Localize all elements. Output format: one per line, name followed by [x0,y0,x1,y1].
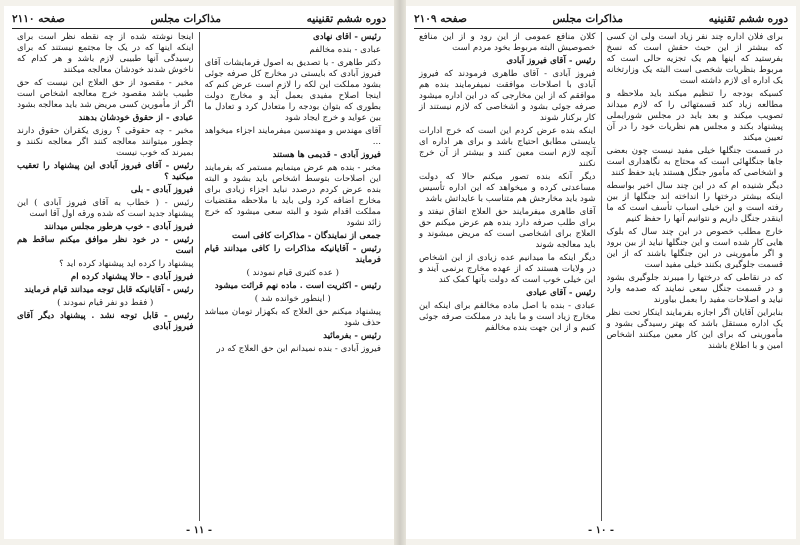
left-page-columns [12,32,386,521]
speaker-paragraph: جمعی از نمایندگان - مذاکرات کافی است [232,231,381,241]
speaker-paragraph: فیروز آبادی - قدیمی ها هستند [272,150,381,160]
text-paragraph: کسیکه بودجه را تنظیم میکند باید ملاحظه و مطالعه زیاد کند قسمتهائی را که لازم میداند تصویب میکند و بعد باید در مجلس شورایملی پیشنهاد بکند و مجلس هم نظریات خود را در آن تعیین میکند [606,89,783,143]
text-paragraph: ( فقط دو نفر قیام نمودند ) [57,298,154,308]
text-paragraph: کلان منافع عمومی از این رود و از این منافع خصوصیش البته مربوط بخود مردم است [419,32,596,53]
left-page-col-left [12,32,200,521]
book-gutter [394,0,406,545]
speaker-paragraph: رئیس - بفرمائید [323,331,381,341]
text-paragraph: رئیس - ( خطاب به آقای فیروز آبادی ) این پیشنهاد جدید است که شده ورقه اول آقا است [17,198,194,219]
left-page-number-label: صفحه ۲۱۱۰ [12,13,65,25]
text-paragraph: دکتر طاهری - با تصدیق به اصول فرمایشات آقای فیروز آبادی که بایستی در مخارج کل صرفه جوئی بشود مملکت این لکه را لازم است عرض کنم که اینجا اصلاح مفیدی بعمل آید و مخارج دولت بطوری که بتوان بودجه را متعادل کرد و تعادل ما بین عواید و خرج ایجاد شود [204,58,381,123]
right-page-header [414,10,788,29]
speaker-paragraph: رئیس - آقایانیکه مذاکرات را کافی میدانند قیام فرمایند [204,244,381,265]
speaker-paragraph: رئیس - آقایانیکه قابل توجه میدانند قیام فرمایند [24,285,194,295]
text-paragraph: آقای طاهری میفرمایند حق العلاج اتفاق نیفتد و برای طلب صرفه دارد بنده هم عرض میکنم حق العلاج برای اشخاصی است که مریض میشوند و باید معالجه شوند [419,207,596,250]
right-page-period: دوره ششم تقنینیه [708,13,788,25]
text-paragraph: اینکه بنده عرض کردم این است که خرج ادارات بایستی مطابق احتیاج باشد و برای هر اداره ای آنچه لازم است معین کنند و بیشتر از آن خرج نکنند [419,126,596,169]
speaker-paragraph: رئیس - در خود نظر موافق میکنم ساقط هم است [17,235,194,256]
right-page-columns [414,32,788,521]
text-paragraph: فیروز آبادی - آقای طاهری فرمودند که فیروز آبادی با اصلاحات موافقت نمیفرمایند بنده هم موافقم که از این مخارجی که در این اداره میشود صرفه جوئی بشود و اشخاصی که لازم نیستند از کار برکنار شوند [419,69,596,123]
text-paragraph: بنابراین آقایان اگر اجازه بفرمایند اینکار تحت نظر یک اداره مستقل باشد که بهتر رسیدگی بشود و مأمورینی که برای این کار معین میکنند اشخاص امین و با اطلاع باشند [606,308,783,351]
text-paragraph: مخبر - چه حقوقی ؟ روزی یکقران حقوق دارند چطور میتوانند معالجه کنند اگر معالجه نکنند و بمیرند که خوب نیست [17,126,194,158]
text-paragraph: خارج مطلب خصوص در این چند سال که بلوک هایی کار شده است و این جنگلها نباید از بین برود و اگر مأمورینی در این جنگلها باشند که از این قسمت جلوگیری بکنند خیلی مفید است [606,227,783,270]
text-paragraph: آقای مهندس و مهندسین میفرمایند اجزاء میخواهد ... [204,126,381,147]
left-page [4,6,394,539]
text-paragraph: دیگر آنکه بنده تصور میکنم حالا که دولت مساعدتی کرده و میخواهد که این اداره تأسیس شود باید مخارجش هم متناسب با عایداتش باشد [419,172,596,204]
right-page-number-label: صفحه ۲۱۰۹ [414,13,467,25]
speaker-paragraph: فیروز آبادی - خوب هرطور مجلس میدانند [44,222,194,232]
left-page-period: دوره ششم تقنینیه [306,13,386,25]
speaker-paragraph: رئیس - قابل توجه نشد . پیشنهاد دیگر آقای فیروز آبادی [17,311,194,332]
left-page-header [12,10,386,29]
text-paragraph: پیشنهاد را کرده اید پیشنهاد کرده اید ؟ [59,259,194,269]
text-paragraph: دیگر شنیده ام که در این چند سال اخیر بواسطه اینکه بیشتر درختها را انداخته اند جنگلها از بین رفته است و این خیلی اسباب تأسف است که ما اینقدر جنگل داریم و نتوانیم آنها را حفظ کنیم [606,181,783,224]
text-paragraph: دیگر اینکه ما میدانیم عده زیادی از این اشخاص در ولایات هستند که از عهده مخارج برنمی آیند و این خیلی خوب است که دولت بآنها کمک کند [419,253,596,285]
speaker-paragraph: رئیس - آقای فیروز آبادی [506,56,596,66]
right-page [406,6,796,539]
right-page-col-left [414,32,602,521]
text-paragraph: ( عده کثیری قیام نمودند ) [246,268,339,278]
text-paragraph: عبادی - بنده مخالفم [309,45,381,55]
speaker-paragraph: عبادی - از حقوق خودشان بدهند [78,113,194,123]
speaker-paragraph: رئیس - آقای نهادی [313,32,381,42]
text-paragraph: فیروز آبادی - بنده نمیدانم این حق العلاج که در [216,344,381,354]
speaker-paragraph: رئیس - آقای فیروز آبادی این پیشنهاد را تعقیب میکنید ؟ [17,161,194,182]
right-page-footer: - ۱۰ - [587,525,615,536]
speaker-paragraph: فیروز آبادی - حالا پیشنهاد کرده ام [70,272,194,282]
text-paragraph: که در نقاطی که درختها را میبرند جلوگیری بشود و در قسمت جنگل سعی نمایند که صدمه وارد نیاید و اصلاحات مفید را بعمل بیاورند [606,273,783,305]
text-paragraph: ( اینطور خوانده شد ) [254,294,331,304]
right-page-col-right [602,32,789,521]
right-page-title: مذاکرات مجلس [552,13,624,25]
speaker-paragraph: رئیس - آقای عبادی [526,288,596,298]
text-paragraph: پیشنهاد میکنم حق العلاج که بکهزار تومان میباشد حذف شود [204,307,381,328]
text-paragraph: برای فلان اداره چند نفر زیاد است ولی آن کسی که بیشتر از این حیث حقش است که نسخ بفرستید که اینها هم یک تجزیه حالی است که مربوط بنظریات شخصی است البته یک وزارتخانه یک اداره ای لازم داشته است [606,32,783,86]
text-paragraph: مخبر - مقصود از حق العلاج این نیست که حق طبیب باشد مقصود خرج معالجه اشخاص است اگر از مأمورین کسی مریض شد باید معالجه بشود [17,78,194,110]
speaker-paragraph: فیروز آبادی - بلی [130,185,194,195]
text-paragraph: مخبر - بنده هم عرض مینمایم مستمر که بفرمایند این اصلاحات بتوسط اشخاص باید بشود و البته بنده عرض کردم درصدد نباید اجزاء زیادی برای مخارج اضافه کرد ولی باید با ملاحظه مقتضیات مملکت اقدام شود و البته سعی میشود که خرج زائد نشود [204,163,381,228]
left-page-title: مذاکرات مجلس [150,13,222,25]
text-paragraph: اینجا نوشته شده از چه نقطه نظر است برای اینکه اینها که در یک جا مجتمع نیستند که برای رسیدگی آنها طبیبی لازم باشد و هر کدام که ناخوش شدند خودشان معالجه میکنند [17,32,194,75]
text-paragraph: در قسمت جنگلها خیلی مفید نیست چون بعضی جاها جنگلهائی است که محتاج به نگاهداری است و اشخاصی که مأمور جنگل هستند باید حفظ کنند [606,146,783,178]
speaker-paragraph: رئیس - اکثریت است . ماده نهم قرائت میشود [214,281,381,291]
left-page-footer: - ۱۱ - [185,525,213,536]
text-paragraph: عبادی - بنده با اصل ماده مخالفم برای اینکه این مخارج زیاد است و ما باید در مملکت صرفه جوئی کنیم و از این جهت بنده مخالفم [419,301,596,333]
left-page-col-right [200,32,387,521]
